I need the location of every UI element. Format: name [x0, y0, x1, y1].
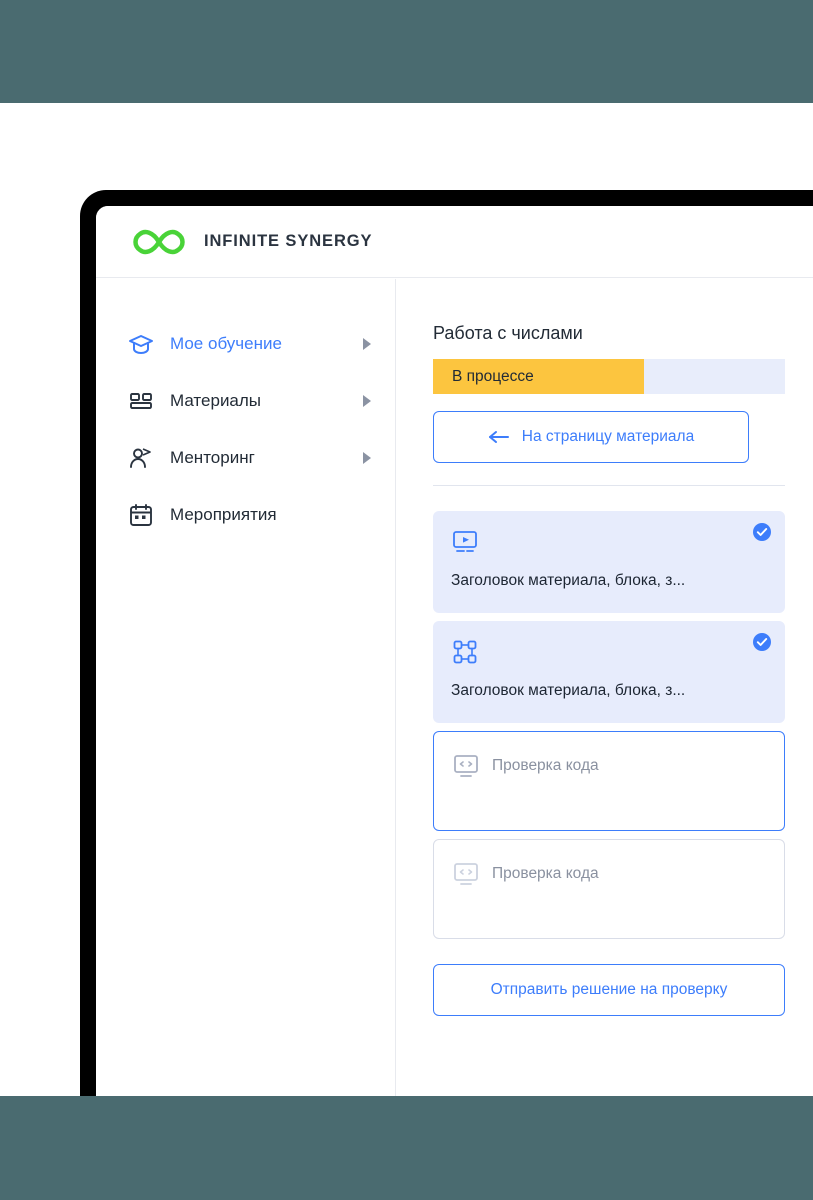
chevron-right-icon: [363, 395, 371, 407]
lesson-card-title: Заголовок материала, блока, з...: [451, 682, 686, 699]
page-title: Работа с числами: [433, 323, 583, 343]
blocks-icon: [128, 388, 154, 414]
graduation-cap-icon: [128, 331, 154, 357]
lesson-card-code-check-active[interactable]: [433, 731, 785, 831]
top-background-band: [0, 0, 813, 103]
app-header: [96, 206, 813, 278]
sidebar-item-mentoring[interactable]: [96, 429, 395, 486]
submit-solution-button[interactable]: [433, 964, 785, 1016]
sidebar-item-label: Мое обучение: [170, 333, 282, 353]
chevron-right-icon: [363, 338, 371, 350]
sidebar-item-label: Менторинг: [170, 447, 255, 467]
bottom-background-band: [0, 1096, 813, 1200]
network-nodes-icon: [451, 638, 479, 666]
status-badge: В процессе: [452, 367, 534, 385]
main-content: [397, 279, 813, 1096]
back-to-material-button[interactable]: [433, 411, 749, 463]
check-circle-icon: [753, 523, 771, 541]
sidebar-item-events[interactable]: [96, 486, 395, 543]
check-circle-icon: [753, 633, 771, 651]
lesson-card-network[interactable]: [433, 621, 785, 723]
chevron-right-icon: [363, 452, 371, 464]
code-monitor-icon: [452, 752, 480, 780]
code-monitor-icon: [452, 860, 480, 888]
lesson-card-title: Проверка кода: [492, 757, 599, 774]
back-to-material-label: На страницу материала: [521, 428, 695, 445]
video-player-icon: [451, 528, 479, 556]
device-frame: [80, 190, 813, 1096]
submit-solution-label: Отправить решение на проверку: [490, 981, 728, 998]
sidebar-item-materials[interactable]: [96, 372, 395, 429]
lesson-card-title: Заголовок материала, блока, з...: [451, 572, 686, 589]
lesson-card-code-check[interactable]: [433, 839, 785, 939]
infinity-icon: [128, 225, 190, 259]
sidebar: [96, 279, 396, 1096]
progress-fill: [433, 359, 644, 394]
lesson-card-video[interactable]: [433, 511, 785, 613]
sidebar-item-label: Мероприятия: [170, 504, 277, 524]
sidebar-item-my-learning[interactable]: [96, 315, 395, 372]
arrow-left-icon: [488, 430, 510, 444]
lesson-card-title: Проверка кода: [492, 865, 599, 882]
mentor-person-icon: [128, 445, 154, 471]
brand-name: INFINITE SYNERGY: [204, 232, 373, 250]
calendar-icon: [128, 502, 154, 528]
section-divider: [433, 485, 785, 486]
progress-bar: [433, 359, 785, 394]
lesson-card-list: [433, 511, 813, 939]
device-screen: [96, 206, 813, 1096]
sidebar-item-label: Материалы: [170, 390, 262, 410]
